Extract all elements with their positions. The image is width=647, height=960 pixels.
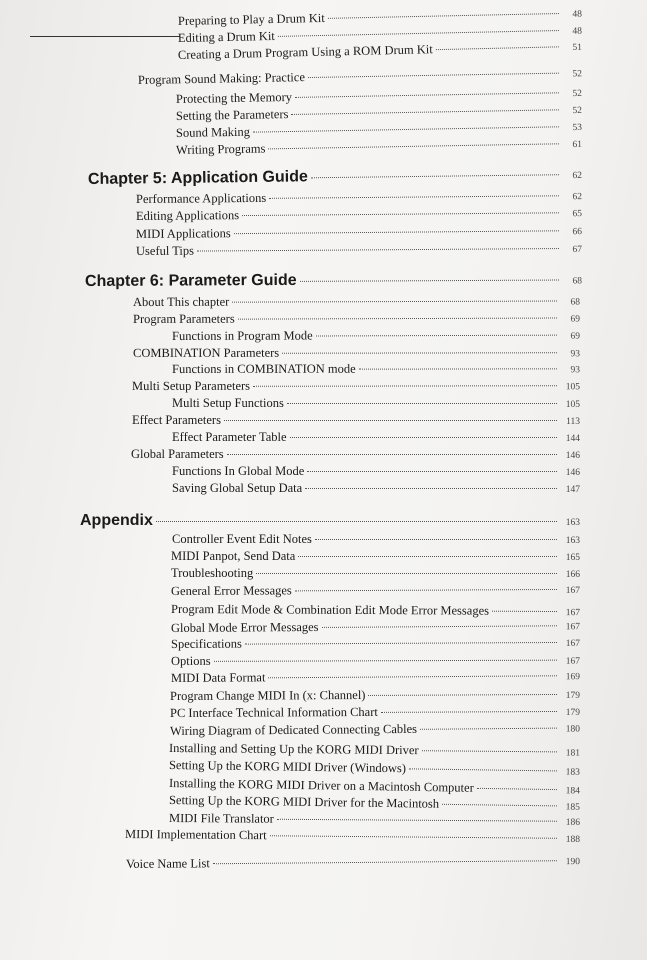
page-number: 51 xyxy=(572,42,583,54)
entry-title: Specifications xyxy=(170,636,242,651)
page-number: 48 xyxy=(572,9,583,20)
page-number: 105 xyxy=(565,400,580,410)
entry-title: MIDI File Translator xyxy=(168,811,274,826)
page-number: 166 xyxy=(565,570,580,580)
toc-entry xyxy=(133,310,580,329)
toc-entry xyxy=(171,582,580,601)
entry-title: Options xyxy=(170,653,211,668)
dot-leader xyxy=(409,768,557,771)
entry-title: Writing Programs xyxy=(175,141,266,157)
entry-title: Global Mode Error Messages xyxy=(170,619,319,635)
entry-title: General Error Messages xyxy=(170,583,292,598)
toc-entry xyxy=(136,241,582,261)
page-number: 147 xyxy=(565,485,580,495)
page-number: 105 xyxy=(565,382,581,393)
page-number: 167 xyxy=(565,656,581,667)
entry-title: COMBINATION Parameters xyxy=(132,345,280,360)
page-number: 69 xyxy=(570,331,581,342)
dot-leader xyxy=(256,573,557,574)
page-number: 69 xyxy=(570,314,581,325)
page-number: 68 xyxy=(572,276,583,287)
dot-leader xyxy=(368,694,557,696)
entry-title: MIDI Applications xyxy=(135,226,231,241)
entry-title: Useful Tips xyxy=(135,243,195,258)
entry-title: Appendix xyxy=(80,512,153,529)
toc-entry xyxy=(172,361,580,379)
dot-leader xyxy=(295,589,557,591)
entry-title: Protecting the Memory xyxy=(175,89,293,106)
dot-leader xyxy=(238,318,557,320)
entry-title: MIDI Data Format xyxy=(170,670,266,685)
entry-title: Program Sound Making: Practice xyxy=(137,70,306,87)
header-rule xyxy=(30,36,180,37)
page-number: 53 xyxy=(572,122,583,134)
page-number: 167 xyxy=(565,608,581,619)
dot-leader xyxy=(492,611,557,612)
entry-title: Installing and Setting Up the KORG MIDI Driver xyxy=(168,741,419,758)
dot-leader xyxy=(307,471,557,472)
toc-entry xyxy=(172,481,580,498)
page-number: 61 xyxy=(572,139,583,151)
toc-entry xyxy=(131,447,580,464)
entry-title: Troubleshooting xyxy=(171,566,254,580)
dot-leader xyxy=(269,195,559,199)
toc-entry xyxy=(172,328,580,346)
chapter-heading xyxy=(85,269,582,294)
page-number: 186 xyxy=(565,817,581,828)
entry-title: Functions in Program Mode xyxy=(171,328,313,343)
dot-leader xyxy=(232,301,557,303)
page-number: 144 xyxy=(565,434,580,444)
entry-title: Global Parameters xyxy=(131,447,224,461)
entry-title: MIDI Panpot, Send Data xyxy=(171,549,296,563)
toc-entry xyxy=(170,687,580,706)
entry-title: Chapter 6: Parameter Guide xyxy=(84,271,297,290)
dot-leader xyxy=(298,556,557,557)
dot-leader xyxy=(213,860,557,864)
entry-title: Effect Parameter Table xyxy=(172,430,287,444)
entry-title: Setting Up the KORG MIDI Driver (Windows) xyxy=(168,758,407,776)
entry-title: PC Interface Technical Information Chart xyxy=(169,704,378,720)
page-number: 93 xyxy=(570,349,581,360)
dot-leader xyxy=(381,711,557,713)
entry-title: Sound Making xyxy=(175,124,251,140)
page-number: 183 xyxy=(565,767,581,778)
entry-title: Editing Applications xyxy=(135,208,240,223)
dot-leader xyxy=(197,248,559,252)
entry-title: Program Change MIDI In (x: Channel) xyxy=(169,687,366,703)
dot-leader xyxy=(156,521,557,522)
page-number: 68 xyxy=(570,297,581,308)
dot-leader xyxy=(268,143,559,149)
page-number: 67 xyxy=(572,244,583,255)
entry-title: Multi Setup Parameters xyxy=(131,378,251,393)
page-number: 185 xyxy=(565,802,581,813)
dot-leader xyxy=(234,230,559,234)
dot-leader xyxy=(315,539,557,540)
toc-entry xyxy=(171,566,580,583)
toc-entry xyxy=(133,345,580,363)
dot-leader xyxy=(253,385,557,387)
entry-title: MIDI Implementation Chart xyxy=(124,827,267,843)
page-number: 167 xyxy=(565,622,581,633)
entry-title: About This chapter xyxy=(132,294,230,309)
toc-entry xyxy=(170,720,580,741)
entry-title: Creating a Drum Program Using a ROM Drum Kit xyxy=(177,42,433,62)
page-number: 165 xyxy=(565,553,580,563)
page-number: 62 xyxy=(572,192,583,203)
entry-title: Multi Setup Functions xyxy=(172,396,284,410)
dot-leader xyxy=(253,126,559,132)
dot-leader xyxy=(442,804,557,807)
entry-title: Effect Parameters xyxy=(132,413,221,427)
toc-entry xyxy=(172,396,580,413)
dot-leader xyxy=(242,212,559,216)
toc-entry xyxy=(172,532,580,549)
chapter-heading xyxy=(80,511,580,533)
page-number: 163 xyxy=(565,536,580,546)
entry-title: Editing a Drum Kit xyxy=(177,28,275,45)
dot-leader xyxy=(270,835,557,839)
dot-leader xyxy=(295,92,559,98)
page-number: 52 xyxy=(572,69,583,80)
dot-leader xyxy=(422,750,557,752)
dot-leader xyxy=(291,109,558,115)
page-number: 66 xyxy=(572,227,583,238)
dot-leader xyxy=(305,488,557,489)
page-number: 167 xyxy=(565,585,581,596)
dot-leader xyxy=(311,174,559,178)
dot-leader xyxy=(224,420,557,421)
entry-title: Program Parameters xyxy=(132,311,235,326)
page-number: 169 xyxy=(565,672,581,683)
page-number: 190 xyxy=(565,857,581,868)
page-number: 184 xyxy=(565,786,581,797)
dot-leader xyxy=(436,46,559,50)
page-number: 52 xyxy=(572,105,583,117)
page-number: 180 xyxy=(565,724,581,735)
dot-leader xyxy=(278,30,559,37)
toc-entry xyxy=(132,378,580,396)
entry-title: Functions in COMBINATION mode xyxy=(171,361,356,376)
dot-leader xyxy=(268,675,557,678)
page-number: 167 xyxy=(565,638,581,649)
dot-leader xyxy=(300,280,559,282)
page-number: 181 xyxy=(565,748,581,759)
page-number: 48 xyxy=(572,26,583,37)
dot-leader xyxy=(214,660,557,662)
entry-title: Voice Name List xyxy=(125,856,210,871)
page-number: 113 xyxy=(566,417,580,427)
page-number: 146 xyxy=(565,468,580,478)
page-number: 93 xyxy=(570,365,581,376)
toc-entry xyxy=(132,413,580,430)
page-number: 188 xyxy=(565,834,581,845)
toc-entry xyxy=(171,635,580,654)
page-number: 179 xyxy=(565,707,581,718)
entry-title: Chapter 5: Application Guide xyxy=(87,168,308,188)
toc-entry xyxy=(133,293,580,312)
entry-title: Functions In Global Mode xyxy=(172,464,305,478)
page-number: 62 xyxy=(572,170,583,182)
dot-leader xyxy=(328,13,559,19)
toc-entry xyxy=(171,668,580,688)
dot-leader xyxy=(282,352,557,353)
dot-leader xyxy=(277,819,557,822)
dot-leader xyxy=(322,625,557,628)
toc-entry xyxy=(126,853,580,874)
entry-title: Setting Up the KORG MIDI Driver for the Macintosh xyxy=(168,793,440,811)
entry-title: Installing the KORG MIDI Driver on a Macintosh Computer xyxy=(168,776,474,795)
toc-entry xyxy=(172,430,580,447)
toc-entry xyxy=(171,549,580,566)
dot-leader xyxy=(290,437,557,438)
dot-leader xyxy=(420,728,557,730)
toc-entry xyxy=(172,464,580,481)
page-number: 52 xyxy=(572,88,583,100)
entry-title: Controller Event Edit Notes xyxy=(172,532,312,546)
dot-leader xyxy=(477,788,557,790)
entry-title: Performance Applications xyxy=(135,190,267,206)
toc-entry xyxy=(125,827,580,848)
dot-leader xyxy=(287,403,557,404)
page-number: 65 xyxy=(572,209,583,220)
dot-leader xyxy=(227,454,557,455)
dot-leader xyxy=(245,642,557,645)
dot-leader xyxy=(316,335,557,337)
entry-title: Program Edit Mode & Combination Edit Mode Error Messages xyxy=(170,602,490,618)
entry-title: Saving Global Setup Data xyxy=(172,481,303,495)
page-number: 179 xyxy=(565,690,581,701)
dot-leader xyxy=(308,73,559,78)
page-number: 146 xyxy=(565,451,580,461)
page-number: 163 xyxy=(565,518,580,528)
entry-title: Preparing to Play a Drum Kit xyxy=(177,10,325,28)
entry-title: Setting the Parameters xyxy=(175,107,289,123)
entry-title: Wiring Diagram of Dedicated Connecting Cables xyxy=(169,721,418,738)
dot-leader xyxy=(359,368,557,369)
